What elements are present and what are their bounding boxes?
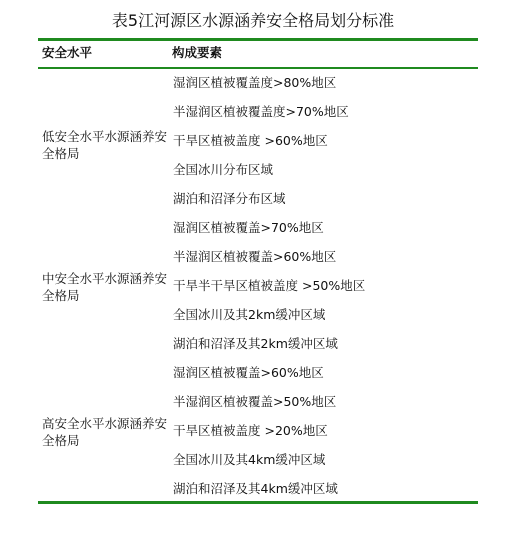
criterion-item: 湖泊和沼泽及其2km缓冲区域 bbox=[173, 336, 338, 351]
criterion-item: 湖泊和沼泽及其4km缓冲区域 bbox=[173, 481, 338, 496]
criterion-item: 干旱半干旱区植被盖度 >50%地区 bbox=[173, 278, 366, 293]
header-safety-level: 安全水平 bbox=[42, 45, 93, 60]
criterion-item: 全国冰川及其2km缓冲区域 bbox=[173, 307, 326, 322]
criterion-item: 湿润区植被覆盖>60%地区 bbox=[173, 365, 324, 380]
criterion-item: 干旱区植被盖度 >60%地区 bbox=[173, 133, 328, 148]
criterion-item: 湿润区植被覆盖>70%地区 bbox=[173, 220, 324, 235]
criterion-item: 半湿润区植被覆盖度>70%地区 bbox=[173, 104, 349, 119]
header-rule bbox=[38, 67, 478, 69]
criterion-item: 干旱区植被盖度 >20%地区 bbox=[173, 423, 328, 438]
criterion-item: 半湿润区植被覆盖>50%地区 bbox=[173, 394, 337, 409]
top-rule bbox=[38, 38, 478, 41]
header-components: 构成要素 bbox=[172, 45, 223, 60]
level-label-low: 低安全水平水源涵养安全格局 bbox=[42, 129, 168, 161]
bottom-rule bbox=[38, 501, 478, 504]
criterion-item: 半湿润区植被覆盖>60%地区 bbox=[173, 249, 337, 264]
criterion-item: 湖泊和沼泽分布区域 bbox=[173, 191, 286, 206]
table-title: 表5江河源区水源涵养安全格局划分标准 bbox=[111, 11, 395, 30]
criterion-item: 全国冰川分布区域 bbox=[173, 162, 274, 177]
level-label-high: 高安全水平水源涵养安全格局 bbox=[42, 416, 168, 448]
level-label-medium: 中安全水平水源涵养安全格局 bbox=[42, 271, 168, 303]
criterion-item: 全国冰川及其4km缓冲区域 bbox=[173, 452, 326, 467]
criterion-item: 湿润区植被覆盖度>80%地区 bbox=[173, 75, 337, 90]
